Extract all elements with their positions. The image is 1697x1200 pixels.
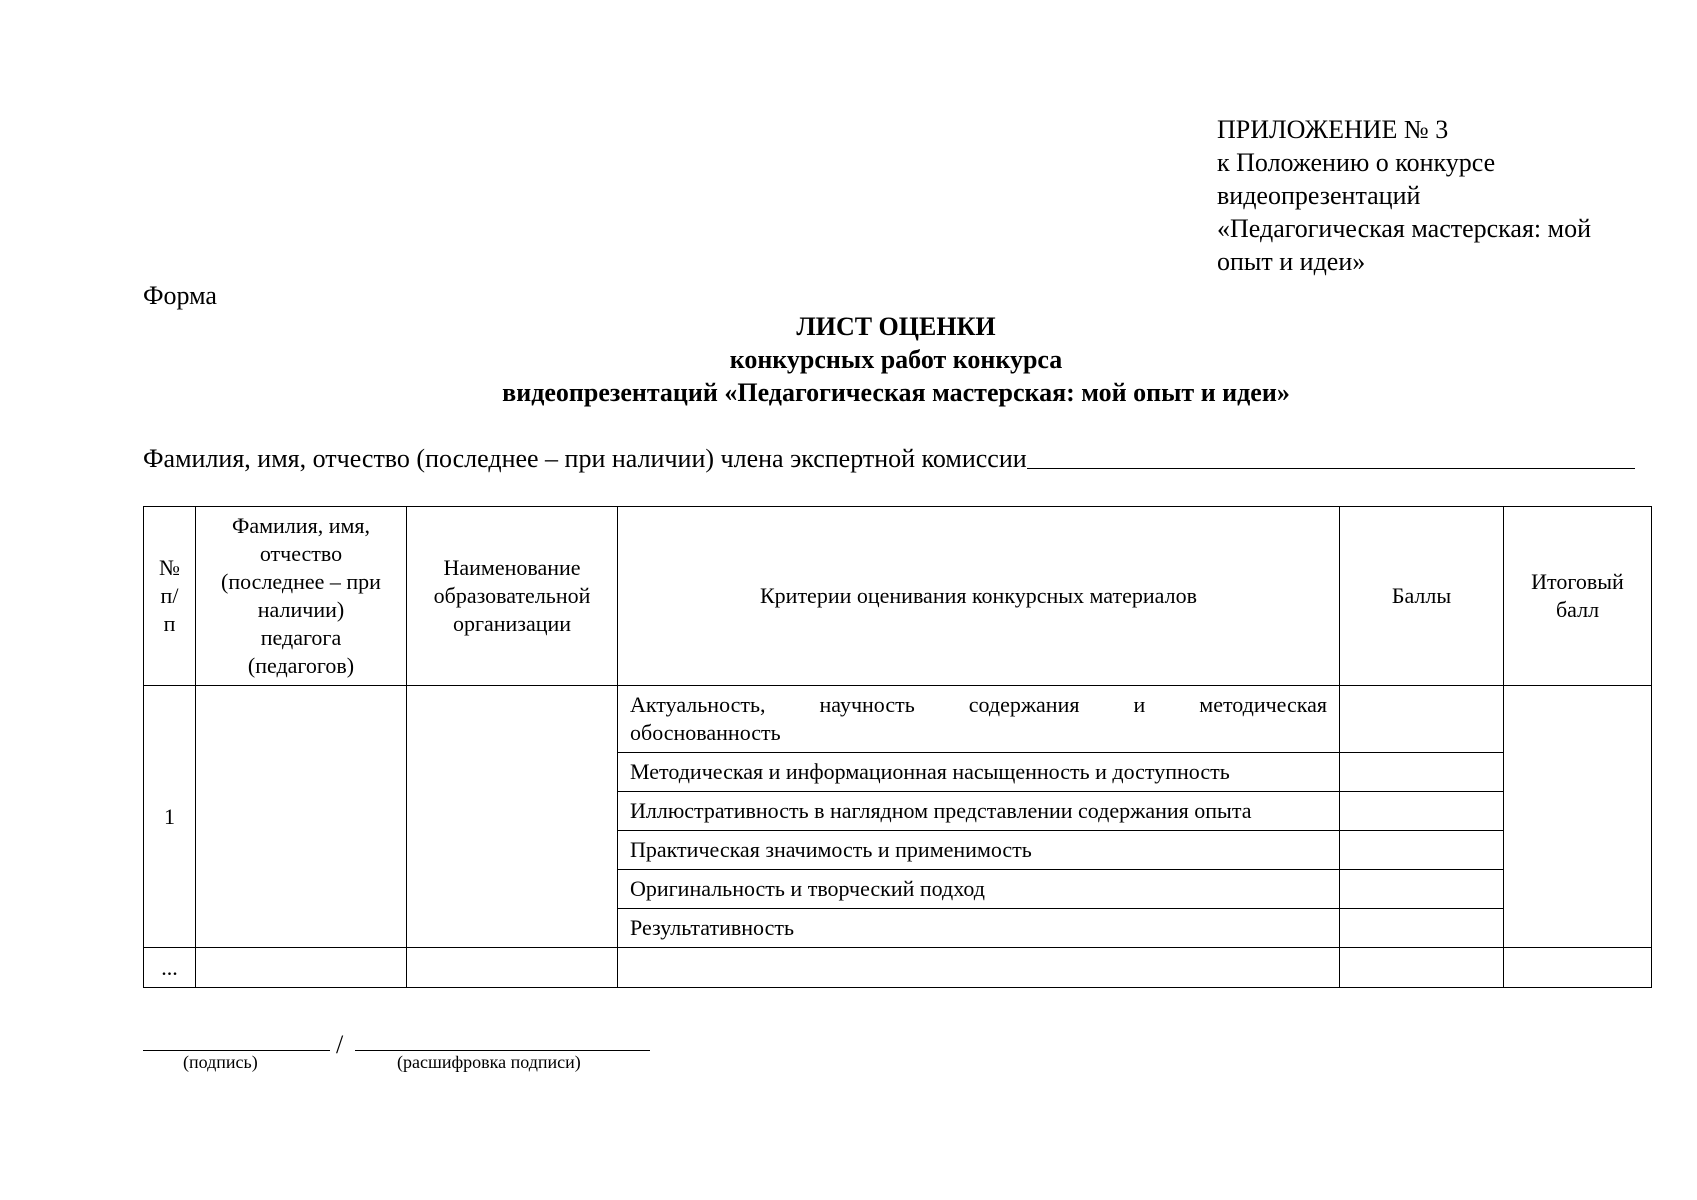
- table-header-row: [144, 507, 1652, 686]
- criteria-cell: Практическая значимость и применимость: [618, 831, 1340, 870]
- signature-line[interactable]: [143, 1050, 330, 1051]
- appendix-heading: [1217, 113, 1657, 278]
- appendix-line: опыт и идеи»: [1217, 247, 1366, 276]
- empty-cell[interactable]: [618, 948, 1340, 988]
- header-criteria: Критерии оценивания конкурсных материалов: [618, 507, 1340, 686]
- expert-name-field: [143, 442, 1635, 475]
- title-line: конкурсных работ конкурса: [729, 345, 1063, 374]
- title-line: видеопрезентаций «Педагогическая мастерская: мой опыт и идеи»: [502, 378, 1290, 407]
- continuation-marker: ...: [144, 948, 196, 988]
- expert-name-blank[interactable]: [1027, 467, 1635, 469]
- table-row-continuation: [144, 948, 1652, 988]
- document-title: [143, 310, 1649, 409]
- title-line: ЛИСТ ОЦЕНКИ: [796, 312, 996, 341]
- criteria-line: Актуальность, научность содержания и методическая: [630, 692, 1327, 717]
- points-cell[interactable]: [1340, 831, 1504, 870]
- criteria-cell: Оригинальность и творческий подход: [618, 870, 1340, 909]
- total-score-cell[interactable]: [1504, 686, 1652, 948]
- appendix-line: ПРИЛОЖЕНИЕ № 3: [1217, 115, 1449, 144]
- points-cell[interactable]: [1340, 870, 1504, 909]
- points-cell[interactable]: [1340, 909, 1504, 948]
- appendix-line: видеопрезентаций: [1217, 181, 1421, 210]
- empty-cell[interactable]: [1340, 948, 1504, 988]
- header-number: № п/ п: [144, 507, 196, 686]
- criteria-cell: Методическая и информационная насыщенность и доступность: [618, 753, 1340, 792]
- appendix-line: к Положению о конкурсе: [1217, 148, 1496, 177]
- criteria-cell: Результативность: [618, 909, 1340, 948]
- header-total: Итоговый балл: [1504, 507, 1652, 686]
- header-organization: Наименование образовательной организации: [407, 507, 618, 686]
- teacher-name-cell[interactable]: [196, 686, 407, 948]
- header-teacher-name: Фамилия, имя, отчество (последнее – при наличии) педагога (педагогов): [196, 507, 407, 686]
- signature-decode-line[interactable]: [355, 1050, 650, 1051]
- organization-cell[interactable]: [407, 686, 618, 948]
- empty-cell[interactable]: [407, 948, 618, 988]
- points-cell[interactable]: [1340, 753, 1504, 792]
- table-row: [144, 686, 1652, 753]
- points-cell[interactable]: [1340, 792, 1504, 831]
- appendix-line: «Педагогическая мастерская: мой: [1217, 214, 1592, 243]
- signature-block: [143, 1030, 653, 1080]
- form-label: Форма: [143, 281, 217, 310]
- row-number-cell: 1: [144, 686, 196, 948]
- expert-name-label: Фамилия, имя, отчество (последнее – при наличии) члена экспертной комиссии: [143, 444, 1027, 473]
- points-cell[interactable]: [1340, 686, 1504, 753]
- signature-slash: /: [336, 1030, 344, 1059]
- signature-caption: (подпись): [183, 1052, 258, 1072]
- empty-cell[interactable]: [196, 948, 407, 988]
- evaluation-table: [143, 506, 1652, 988]
- header-points: Баллы: [1340, 507, 1504, 686]
- criteria-cell: Актуальность, научность содержания и методическая обоснованность: [618, 686, 1340, 753]
- criteria-cell: Иллюстративность в наглядном представлении содержания опыта: [618, 792, 1340, 831]
- signature-decode-caption: (расшифровка подписи): [397, 1052, 581, 1072]
- empty-cell[interactable]: [1504, 948, 1652, 988]
